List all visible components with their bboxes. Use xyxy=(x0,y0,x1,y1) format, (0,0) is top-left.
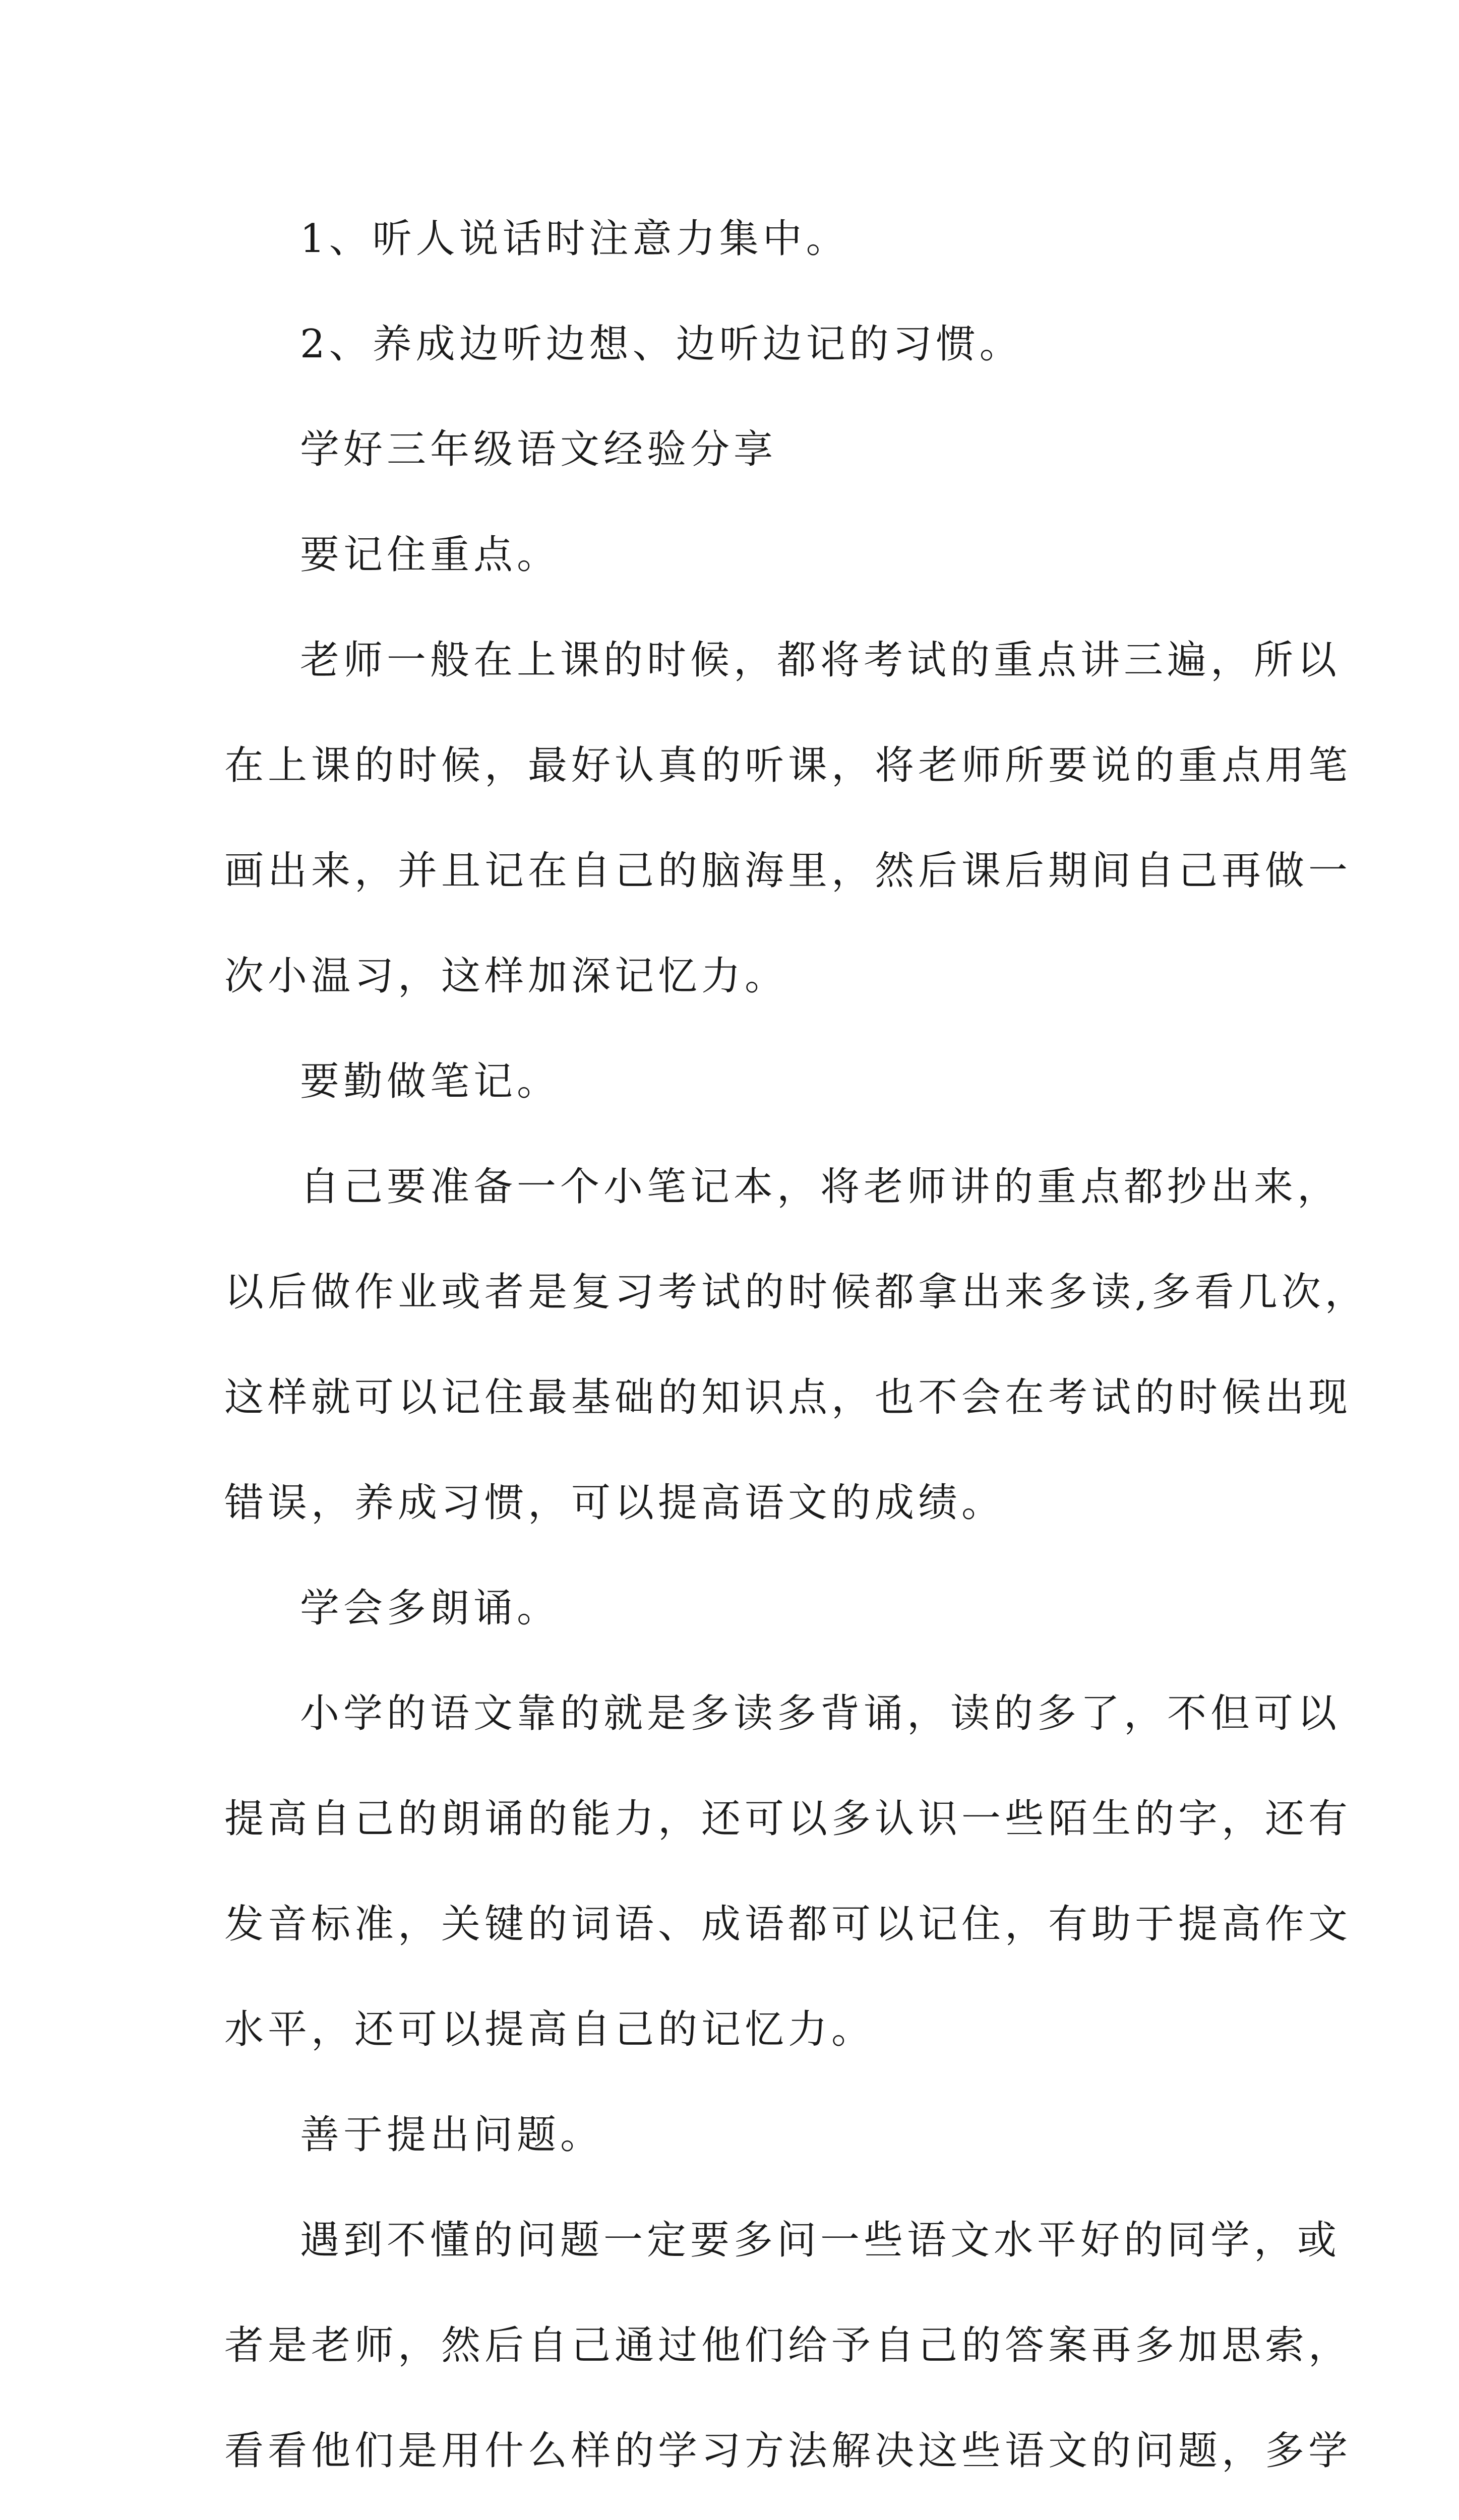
paragraph-line: 自己要准备一个小笔记本，将老师讲的重点都抄出来， xyxy=(300,1164,1341,1210)
paragraph-line: 看看他们是用什么样的学习方法解决这些语文的问题，多学 xyxy=(224,2428,1352,2474)
paragraph-line: 老师一般在上课的时候，都将考试的重点讲三遍，所以 xyxy=(300,638,1341,683)
paragraph-line: 在上课的时候，最好认真的听课，将老师所要说的重点用笔 xyxy=(224,743,1352,788)
paragraph-line: 遇到不懂的问题一定要多问一些语文水平好的同学，或 xyxy=(300,2218,1341,2263)
paragraph-line: 提高自己的朗诵的能力，还可以多认识一些陌生的字，还有 xyxy=(224,1796,1352,1842)
list-item-1: 1、听人说话时注意力集中。 xyxy=(300,216,849,262)
subheading-ask-questions: 善于提出问题。 xyxy=(300,2112,604,2158)
paragraph-line: 画出来，并且记在自己的脑海里，然后课后期间自己再做一 xyxy=(224,848,1352,894)
paragraph-line: 错误，养成习惯，可以提高语文的成绩。 xyxy=(224,1480,1005,1526)
paragraph-line xyxy=(224,2504,1248,2520)
subheading-recite: 学会多朗诵。 xyxy=(300,1586,561,1631)
paragraph-line: 发音标准，关键的词语、成语都可以记住，有助于提高作文 xyxy=(224,1902,1352,1947)
subheading-take-notes: 要勤做笔记。 xyxy=(300,1059,561,1104)
document-body xyxy=(224,186,1368,2520)
paragraph-line: 次小温习，这样加深记忆力。 xyxy=(224,954,788,999)
subheading-remember-key-points: 要记住重点。 xyxy=(300,532,561,578)
list-item-2: 2、养成边听边想、边听边记的习惯。 xyxy=(300,322,1023,367)
paragraph-line: 小学的语文靠的就是多读多背诵，读的多了，不但可以 xyxy=(300,1691,1341,1736)
paragraph-line: 者是老师，然后自己通过他们给予自己的答案再多加思索， xyxy=(224,2323,1352,2368)
section-title: 学好三年级语文经验分享 xyxy=(300,427,777,472)
paragraph-line: 这样就可以记住最基础的知识点，也不会在考试的时候出现 xyxy=(224,1375,1352,1420)
paragraph-line: 以后做作业或者是复习考试的时候都拿出来多读,多看几次， xyxy=(224,1270,1368,1315)
paragraph-line: 水平，还可以提高自己的记忆力。 xyxy=(224,2007,875,2052)
